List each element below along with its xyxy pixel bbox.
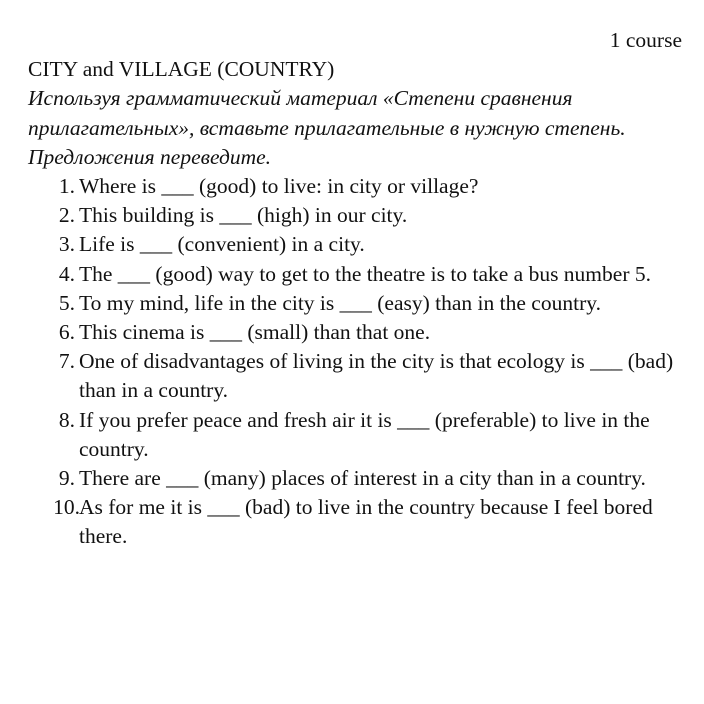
exercise-list	[28, 172, 680, 552]
exercise-number: 3.	[58, 232, 75, 257]
exercise-number: 6.	[58, 320, 75, 345]
exercise-number: 2.	[58, 203, 75, 228]
course-label: 1 course	[609, 28, 682, 52]
exercise-number: 1.	[58, 174, 75, 199]
exercise-item	[28, 318, 680, 347]
exercise-item	[28, 406, 680, 464]
exercise-item	[28, 464, 680, 493]
exercise-item	[28, 347, 680, 405]
exercise-item	[28, 289, 680, 318]
exercise-text: Where is ___ (good) to live: in city or village?	[79, 174, 479, 199]
exercise-item	[28, 201, 680, 230]
document-title: CITY and VILLAGE (COUNTRY)	[28, 57, 335, 82]
task-instruction: Используя грамматический материал «Степени сравнения прилагательных», вставьте прилагательные в нужную степень. Предложения переведите.	[28, 86, 626, 169]
exercise-text: This cinema is ___ (small) than that one.	[79, 320, 431, 345]
exercise-item	[28, 260, 680, 289]
exercise-text: As for me it is ___ (bad) to live in the country because I feel bored there.	[79, 495, 653, 549]
exercise-number: 8.	[58, 407, 75, 432]
exercise-item	[28, 230, 680, 259]
exercise-text: To my mind, life in the city is ___ (easy) than in the country.	[79, 290, 601, 315]
exercise-number: 5.	[58, 290, 75, 315]
exercise-text: This building is ___ (high) in our city.	[79, 203, 408, 228]
exercise-number: 9.	[58, 466, 75, 491]
exercise-number: 4.	[58, 261, 75, 286]
exercise-item	[28, 172, 680, 201]
exercise-number: 10.	[53, 495, 80, 520]
exercise-text: There are ___ (many) places of interest in a city than in a country.	[79, 466, 646, 491]
exercise-text: If you prefer peace and fresh air it is ___ (preferable) to live in the country.	[79, 407, 650, 461]
document-page	[28, 26, 680, 552]
exercise-text: The ___ (good) way to get to the theatre is to take a bus number 5.	[79, 261, 651, 286]
exercise-item	[28, 493, 680, 551]
exercise-number: 7.	[58, 349, 75, 374]
exercise-text: Life is ___ (convenient) in a city.	[79, 232, 365, 257]
exercise-text: One of disadvantages of living in the city is that ecology is ___ (bad) than in a country.	[79, 349, 674, 403]
